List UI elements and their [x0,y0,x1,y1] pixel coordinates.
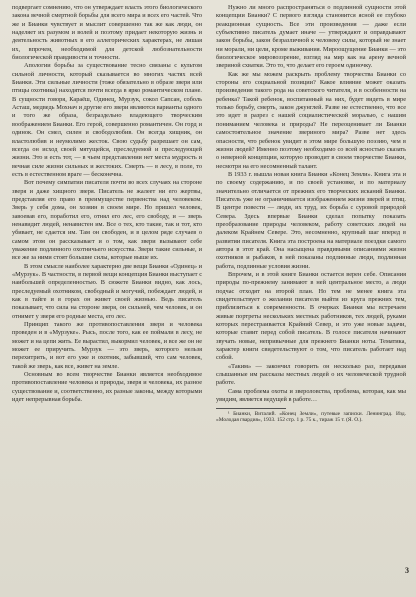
paragraph: Вот почему симпатии писателя почти во всех случаях на стороне зверя и даже хищного зверя. Писатель не жалеет ни его жертвы, представляя его право в преимуществе первенства над человеком. Зверь у себя дома, он хозяин в своем мире. Но пришел человек, завоевав его, поработил его, отнял его лес, его свободу, и — зверь ненавидит людей, ненавистен им. Все о тех, кто такие, так и тот, кто убивает, не сдается им. Там он свободен, и в целом ряде случаев о самом этом он рассказывает и о том, как звери вызывают себе уважение подлинного охотничьего искусства. Звери такие сильные, и все же за ними стоят большие силы, которые выше их. [12,179,202,262]
paragraph: В 1933 г. вышла новая книга Бианки «Конец Земли». Книга эта и по своему содержанию, и по своей установке, и по материалу значительно отличается от прежних его творческих исканий Бианки. Писатель уже не ограничивается изображением жизни зверей и птиц. В центре повести — люди, их труд, их борьба с суровой природой Севера. Здесь впервые Бианки сделал попытку показать преобразование природы человеком, работу советских людей на далеком Крайнем Севере. Это, несомненно, крупный шаг вперед в развитии писателя. Книга эта построена на материале поездки самого автора в этот край. Она насыщена правдивыми описаниями жизни охотников и рыбаков, в ней показаны подлинные люди, подлинная работа, подлинные условия жизни. [216,170,406,270]
paragraph: Апологии борьбы за существование тесно связаны с культом сильной личности, который сказывается во многих частях всей Бианки. Эти сильные личности (тоже обязательно в образе зверя или птицы охотника) находятся почти всегда в ярко романтическом плане. В сущности говоря, Караёш, Одинец, Мурзук, сокол Сапсан, соболь Асташ, медведь Мохнач и другие его звери являются варианты одного и того же образа, безраздельно владеющего творческим воображением Бианки. Его герой, совершенно романтичен. Он горд и одинок. Он смел, силен и свободолюбив. Он всегда хищник, он властолюбив и неумолимо жесток. Свою судьбу разрешает он сам, всегда он исход своей мятущейся, преследуемой и преследующей жизни. Это и есть тот, — в чьем представлении нет места мудрость и вечная силе жизни сильных и жестоких. Смерть — в лесу, в поле, то есть в естественном враге — бесконечна. [12,62,202,178]
paragraph: Нужно ли много распространяться о подлинной сущности этой концепции Бианки? С первого взгляда становится ясной ее глубоко реакционная сущность. Все эти произведения — даже если субъективно писатель думает иначе — утверждают и оправдывают закон борьбы, закон безразличной к человеку силы, который не знает ни морали, ни цели, кроме выживания. Мироощущение Бианки — это биологическое мировоззрение, взгляд на мир как на арену вечной звериной схватки. Это то, что делает его героем одиночку. [216,4,406,70]
paragraph: Сама проблема охоты и звероловства, проблема, которая, как мы увидим, является ведущей в работе… [216,387,406,404]
text-columns [12,4,406,589]
right-column [216,4,406,589]
paragraph: Как же мы можем раскрыть проблему творчества Бианки со стороны его социальной позиции? Какое влияние может оказать произведения такого рода на советского читателя, и в особенности на ребенка? Такой ребенок, воспитанный на них, будет видеть в мире только борьбу, смерть, закон джунглей. Разве не естественно, что все это идет в разрез с нашей социалистической моралью, с нашим пониманием человека и природы? Не переоценивает ли Бианки самостоятельное значение звериного мира? Разве нет здесь опасности, что ребенок увидит в этом мире большую поэзию, чем в жизни людей? Именно поэтому необходимо со всей ясностью сказать о неверной концепции, которую проводит в своем творчестве Бианки, несмотря на его несомненный талант. [216,70,406,170]
left-column [12,4,202,589]
paragraph: Впрочем, и в этой книге Бианки остается верен себе. Описания природы по-прежнему занимают в ней центральное место, а люди подчас отходят на второй план. Но тем не менее книга эта свидетельствует о желании писателя выйти из круга прежних тем, приблизиться к современности. В очерках Бианки мы встречаем живые портреты нескольких местных работников, тех людей, руками которых перестраивается Крайний Север, и это уже новые задачи, которые ставит перед собой писатель. В голосе писателя начинают звучать новые, непривычные для прежнего Бианки ноты. Тематика, характер книги свидетельствуют о том, что писатель работает над собой. [216,271,406,362]
page-number: 3 [405,566,409,575]
footnote: ¹ Бианки, Виталий. «Конец Земли», путевые записки. Ленинград. Изд. «Молодая гвардия», 1933. 152 стр. 1 р. 75 к., тираж 15 т. (Я. О.). [216,410,406,424]
paragraph: подвергает сомнению, что он утверждает власть этого биологического закона вечной смертной борьбы для всего мира и всех его частей. Что же и Бианки чувствует и мыслит совершенно так же как люди, он наделяет их разумом и волей и поэтому придает некоторую жизнь и деятельность животных в его аллегорических характерах, не лишая их, впрочем, необходимой для детской любознательности биологической правдивости и точности. [12,4,202,62]
paragraph: В этом смысле наиболее характерно две вещи Бианки «Одинец» и «Мурзук». В частности, в первой вещи концепция Бианки выступает с наибольшей определенностью. В сюжете Бианки видно, как лось, преследуемый охотником, свободный и могучий, побеждает людей, и как в тайге и в горах он живет своей жизнью. Ведь писатель показывает, что сила на стороне зверя, он сильней, чем человек, и он отнимет у зверя его родные места, его лес. [12,262,202,320]
paragraph: Принцип такого же противопоставления зверя и человека проведен и в «Мурзуке». Рысь, после того, как ее поймали в лесу, не может и на цепи жить. Ее вырастил, выкормил человек, и все же он не может ее приручить. Мурзук — это зверь, которого нельзя перехитрить, и вот его уже и охотник, забывший, что сам человек, такой же зверь, как все, живет на земле. [12,321,202,370]
footnote-divider [216,408,286,409]
paragraph: Основным во всем творчестве Бианки является необходимое противопоставление человека и природы, зверя и человека, их разное существование и, соответственно, их разные законы, между которыми идет непрерывная борьба. [12,371,202,404]
paragraph: «Таким» — закончил говорить он несколько раз, передавая слышанные им рассказы местных людей о их человеческой трудной работе. [216,362,406,387]
